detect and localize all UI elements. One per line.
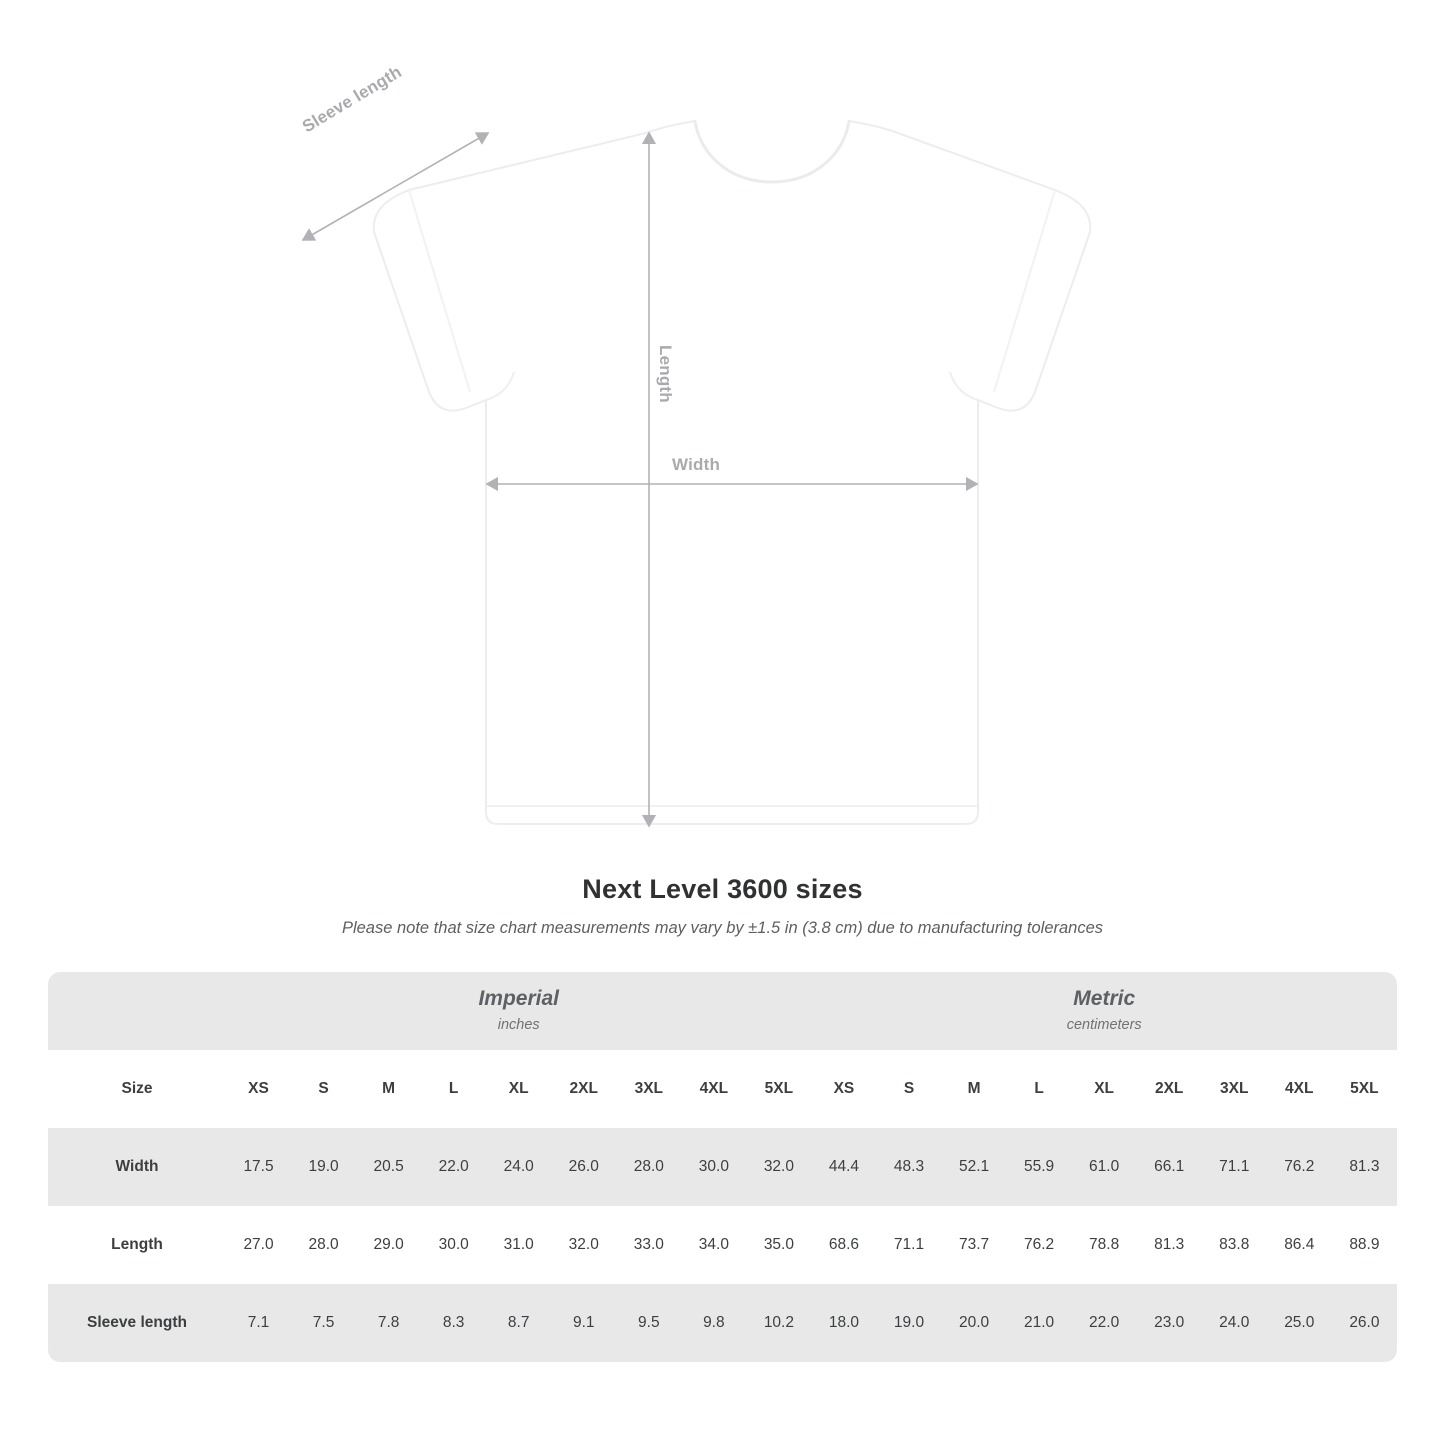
unit-header-imperial bbox=[226, 972, 811, 1050]
size-header-metric-2xl: 2XL bbox=[1154, 1080, 1184, 1097]
cell-sleeve-imperial-4xl: 9.8 bbox=[703, 1314, 725, 1331]
table-row bbox=[48, 1128, 1397, 1206]
cell-sleeve-imperial-l: 8.3 bbox=[442, 1314, 465, 1331]
cell-length-metric-5xl: 88.9 bbox=[1349, 1236, 1380, 1253]
unit-sub-imperial: inches bbox=[497, 1016, 540, 1033]
cell-length-metric-s: 71.1 bbox=[893, 1236, 925, 1253]
cell-width-metric-s: 48.3 bbox=[893, 1158, 925, 1175]
cell-sleeve-imperial-5xl: 10.2 bbox=[763, 1314, 794, 1331]
cell-sleeve-metric-2xl: 23.0 bbox=[1154, 1314, 1185, 1331]
cell-width-metric-xs: 44.4 bbox=[828, 1158, 860, 1175]
cell-sleeve-metric-xs: 18.0 bbox=[828, 1314, 860, 1331]
cell-length-metric-3xl: 83.8 bbox=[1219, 1236, 1250, 1253]
cell-length-metric-xl: 78.8 bbox=[1089, 1236, 1120, 1253]
table-size-header-row bbox=[48, 1050, 1397, 1128]
cell-sleeve-metric-l: 21.0 bbox=[1024, 1314, 1055, 1331]
cell-length-imperial-4xl: 34.0 bbox=[698, 1236, 729, 1253]
size-header-imperial-s: S bbox=[318, 1080, 329, 1097]
table-unit-header-row bbox=[48, 972, 1397, 1050]
cell-sleeve-metric-5xl: 26.0 bbox=[1349, 1314, 1380, 1331]
cell-sleeve-imperial-xl: 8.7 bbox=[507, 1314, 530, 1331]
cell-width-imperial-xl: 24.0 bbox=[503, 1158, 534, 1175]
size-header-metric-s: S bbox=[903, 1080, 915, 1097]
unit-name-imperial: Imperial bbox=[478, 986, 559, 1010]
size-header-imperial-xl: XL bbox=[508, 1080, 529, 1097]
cell-sleeve-metric-s: 19.0 bbox=[893, 1314, 925, 1331]
size-column-header: Size bbox=[121, 1080, 153, 1097]
length-label: Length bbox=[656, 345, 675, 403]
size-header-imperial-2xl: 2XL bbox=[569, 1080, 598, 1097]
size-header-metric-m: M bbox=[967, 1080, 981, 1097]
cell-sleeve-metric-m: 20.0 bbox=[958, 1314, 990, 1331]
unit-sub-metric: centimeters bbox=[1066, 1016, 1142, 1033]
size-header-metric-xl: XL bbox=[1094, 1080, 1115, 1097]
cell-length-imperial-xl: 31.0 bbox=[503, 1236, 534, 1253]
cell-width-imperial-3xl: 28.0 bbox=[633, 1158, 664, 1175]
size-header-imperial-xs: XS bbox=[248, 1080, 269, 1097]
cell-width-imperial-xs: 17.5 bbox=[243, 1158, 274, 1175]
row-label-sleeve-length: Sleeve length bbox=[87, 1314, 187, 1331]
cell-width-metric-3xl: 71.1 bbox=[1219, 1158, 1250, 1175]
cell-sleeve-imperial-xs: 7.1 bbox=[247, 1314, 270, 1331]
cell-sleeve-metric-xl: 22.0 bbox=[1089, 1314, 1120, 1331]
size-header-imperial-3xl: 3XL bbox=[634, 1080, 664, 1097]
cell-length-imperial-2xl: 32.0 bbox=[568, 1236, 599, 1253]
cell-length-imperial-l: 30.0 bbox=[438, 1236, 469, 1253]
page-title: Next Level 3600 sizes bbox=[582, 874, 863, 904]
cell-length-imperial-5xl: 35.0 bbox=[763, 1236, 794, 1253]
cell-length-imperial-3xl: 33.0 bbox=[633, 1236, 664, 1253]
unit-header-metric bbox=[811, 972, 1397, 1050]
size-header-imperial-5xl: 5XL bbox=[764, 1080, 794, 1097]
cell-width-metric-2xl: 66.1 bbox=[1154, 1158, 1185, 1175]
cell-length-metric-m: 73.7 bbox=[958, 1236, 990, 1253]
size-header-metric-4xl: 4XL bbox=[1285, 1080, 1314, 1097]
size-header-metric-l: L bbox=[1034, 1080, 1044, 1097]
cell-width-metric-xl: 61.0 bbox=[1089, 1158, 1120, 1175]
cell-sleeve-imperial-3xl: 9.5 bbox=[638, 1314, 660, 1331]
cell-length-imperial-s: 28.0 bbox=[308, 1236, 339, 1253]
cell-length-metric-2xl: 81.3 bbox=[1154, 1236, 1185, 1253]
cell-sleeve-imperial-m: 7.8 bbox=[377, 1314, 400, 1331]
cell-sleeve-imperial-s: 7.5 bbox=[312, 1314, 335, 1331]
cell-width-imperial-s: 19.0 bbox=[308, 1158, 339, 1175]
cell-width-imperial-l: 22.0 bbox=[438, 1158, 469, 1175]
cell-length-metric-4xl: 86.4 bbox=[1284, 1236, 1315, 1253]
cell-width-imperial-2xl: 26.0 bbox=[568, 1158, 599, 1175]
row-label-width: Width bbox=[115, 1158, 159, 1175]
cell-width-imperial-5xl: 32.0 bbox=[763, 1158, 794, 1175]
cell-length-imperial-xs: 27.0 bbox=[243, 1236, 274, 1253]
cell-width-metric-5xl: 81.3 bbox=[1349, 1158, 1380, 1175]
cell-width-metric-4xl: 76.2 bbox=[1284, 1158, 1315, 1175]
cell-sleeve-metric-3xl: 24.0 bbox=[1219, 1314, 1250, 1331]
cell-length-metric-xs: 68.6 bbox=[828, 1236, 860, 1253]
row-label-length: Length bbox=[111, 1236, 163, 1253]
cell-sleeve-metric-4xl: 25.0 bbox=[1284, 1314, 1315, 1331]
sleeve-length-label: Sleeve length bbox=[299, 62, 405, 137]
size-header-imperial-l: L bbox=[448, 1080, 459, 1097]
table-row bbox=[48, 1206, 1397, 1284]
size-header-metric-xs: XS bbox=[833, 1080, 855, 1097]
size-header-metric-5xl: 5XL bbox=[1350, 1080, 1379, 1097]
width-label: Width bbox=[672, 455, 721, 474]
unit-name-metric: Metric bbox=[1073, 986, 1136, 1010]
size-header-imperial-m: M bbox=[382, 1080, 396, 1097]
title-block bbox=[0, 874, 1445, 938]
size-header-imperial-4xl: 4XL bbox=[699, 1080, 729, 1097]
cell-width-metric-l: 55.9 bbox=[1024, 1158, 1055, 1175]
unit-header-spacer bbox=[48, 972, 226, 1050]
table-row bbox=[48, 1284, 1397, 1362]
size-table-wrapper bbox=[48, 972, 1397, 1362]
size-header-metric-3xl: 3XL bbox=[1220, 1080, 1249, 1097]
cell-width-metric-m: 52.1 bbox=[958, 1158, 990, 1175]
cell-width-imperial-4xl: 30.0 bbox=[698, 1158, 729, 1175]
tolerance-note: Please note that size chart measurements may vary by ±1.5 in (3.8 cm) due to manufacturing tolerances bbox=[341, 919, 1104, 937]
cell-width-imperial-m: 20.5 bbox=[373, 1158, 404, 1175]
cell-length-metric-l: 76.2 bbox=[1024, 1236, 1055, 1253]
cell-sleeve-imperial-2xl: 9.1 bbox=[572, 1314, 595, 1331]
size-table bbox=[48, 972, 1397, 1362]
cell-length-imperial-m: 29.0 bbox=[373, 1236, 404, 1253]
